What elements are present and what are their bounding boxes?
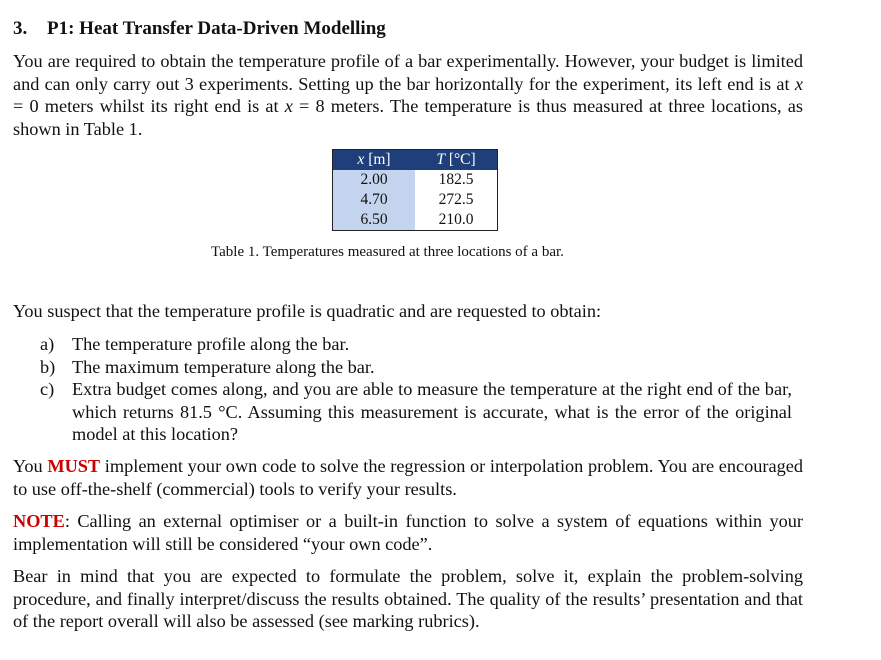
header-x-unit: [m] — [364, 151, 391, 168]
cell-x: 2.00 — [333, 170, 416, 190]
must-text-after: implement your own code to solve the regression or interpolation problem. You are encouraged to use off-the-shelf (commercial) tools to verify your results. — [13, 456, 803, 499]
bear-paragraph: Bear in mind that you are expected to formulate the problem, solve it, explain the problem-solving procedure, and finally interpret/discuss the results obtained. The quality of the results’ presentation and that of the report overall will also be assessed (see marking rubrics). — [13, 566, 803, 631]
item-text: Extra budget comes along, and you are able to measure the temperature at the right end of the bar, which returns 81.5 °C. Assuming this measurement is accurate, what is the error of the original model at this location? — [72, 379, 792, 444]
header-t — [415, 150, 498, 171]
section-heading — [13, 18, 386, 40]
section-title: P1: Heat Transfer Data-Driven Modelling — [47, 18, 386, 39]
intro-paragraph — [13, 50, 803, 140]
must-emphasis: MUST — [47, 456, 101, 476]
note-label: NOTE — [13, 511, 65, 531]
cell-t: 272.5 — [415, 190, 498, 210]
intro-var-x1: x — [794, 73, 803, 94]
item-text: The temperature profile along the bar. — [72, 334, 350, 354]
item-marker: a) — [40, 334, 55, 354]
item-marker: b) — [40, 356, 56, 377]
list-item — [40, 378, 792, 446]
temperature-table — [332, 149, 498, 231]
header-t-unit: [°C] — [444, 151, 476, 168]
header-x — [333, 150, 416, 171]
suspect-paragraph: You suspect that the temperature profile is quadratic and are requested to obtain: — [13, 301, 602, 321]
cell-t: 182.5 — [415, 170, 498, 190]
intro-text-2: = 0 meters whilst its right end is at — [13, 96, 285, 116]
header-x-var: x — [357, 151, 365, 168]
list-item — [40, 333, 792, 356]
note-text: : Calling an external optimiser or a built-in function to solve a system of equations within your implementation will still be considered “your own code”. — [13, 511, 803, 554]
table-row — [333, 210, 498, 231]
cell-x: 6.50 — [333, 210, 416, 231]
must-paragraph — [13, 455, 803, 500]
task-list — [40, 333, 792, 446]
table-header-row — [333, 150, 498, 171]
table-row — [333, 190, 498, 210]
intro-text-3: = 8 meters. The temperature is thus measured at three locations, as shown in Table 1. — [13, 96, 803, 139]
list-item — [40, 356, 792, 379]
cell-x: 4.70 — [333, 190, 416, 210]
intro-var-x2: x — [284, 96, 293, 116]
cell-t: 210.0 — [415, 210, 498, 231]
table-row — [333, 170, 498, 190]
table-caption: Table 1. Temperatures measured at three locations of a bar. — [211, 244, 564, 260]
section-number: 3. — [13, 18, 28, 39]
item-text: The maximum temperature along the bar. — [72, 356, 375, 377]
header-t-var: T — [436, 151, 445, 168]
item-marker: c) — [40, 379, 55, 399]
intro-text-1: You are required to obtain the temperature profile of a bar experimentally. However, your budget is limited and can only carry out 3 experiments. Setting up the bar horizontally for the experiment, its left end is at — [13, 51, 803, 94]
must-text-before: You — [13, 456, 48, 476]
note-paragraph — [13, 510, 803, 555]
